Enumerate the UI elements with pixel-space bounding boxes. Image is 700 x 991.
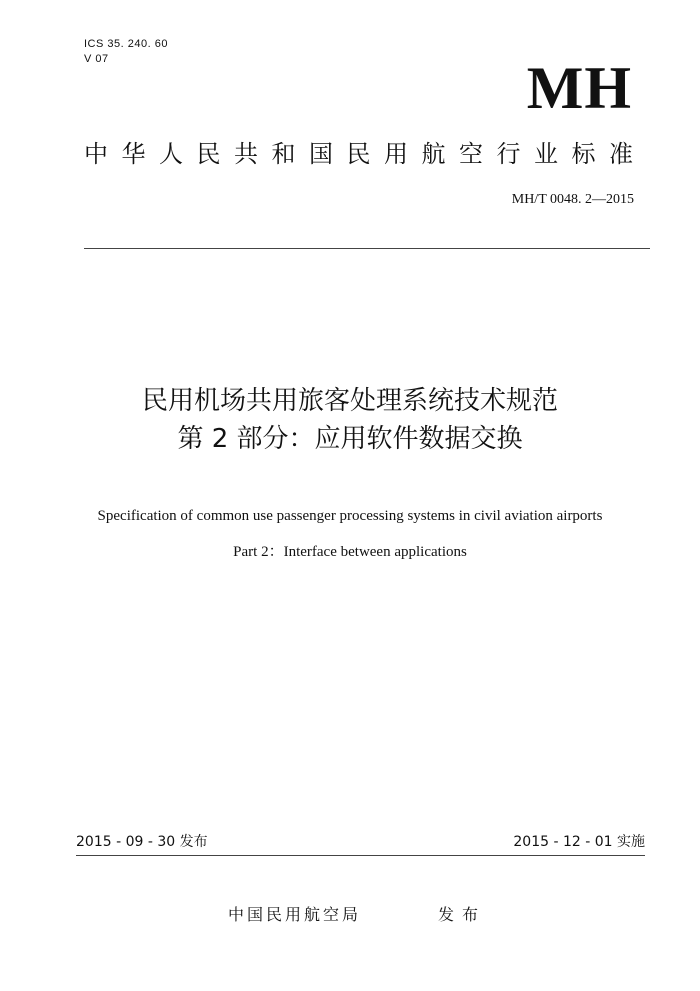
title-en-line1: Specification of common use passenger processing systems in civil aviation airports <box>97 508 603 524</box>
class-code: V 07 <box>84 53 109 65</box>
title-zh-line1: 民用机场共用旅客处理系统技术规范 <box>141 386 558 416</box>
header-divider <box>84 248 650 249</box>
ics-code: ICS 35. 240. 60 <box>84 38 168 50</box>
issuing-authority: 中国民用航空局 <box>228 905 362 924</box>
ics-classification <box>84 37 168 67</box>
mh-logo: MH <box>526 55 632 121</box>
title-zh-line2: 第 2 部分：应用软件数据交换 <box>177 424 523 454</box>
industry-standard-title: 中华人民共和国民用航空行业标准 <box>84 140 647 168</box>
title-en-line2: Part 2：Interface between applications <box>233 544 467 560</box>
publish-label: 发布 <box>438 905 487 924</box>
issue-date: 2015 - 09 - 30 发布 <box>76 834 208 850</box>
standard-code: MH/T 0048. 2—2015 <box>511 192 634 207</box>
effective-date: 2015 - 12 - 01 实施 <box>513 834 645 850</box>
footer-divider <box>76 855 645 856</box>
